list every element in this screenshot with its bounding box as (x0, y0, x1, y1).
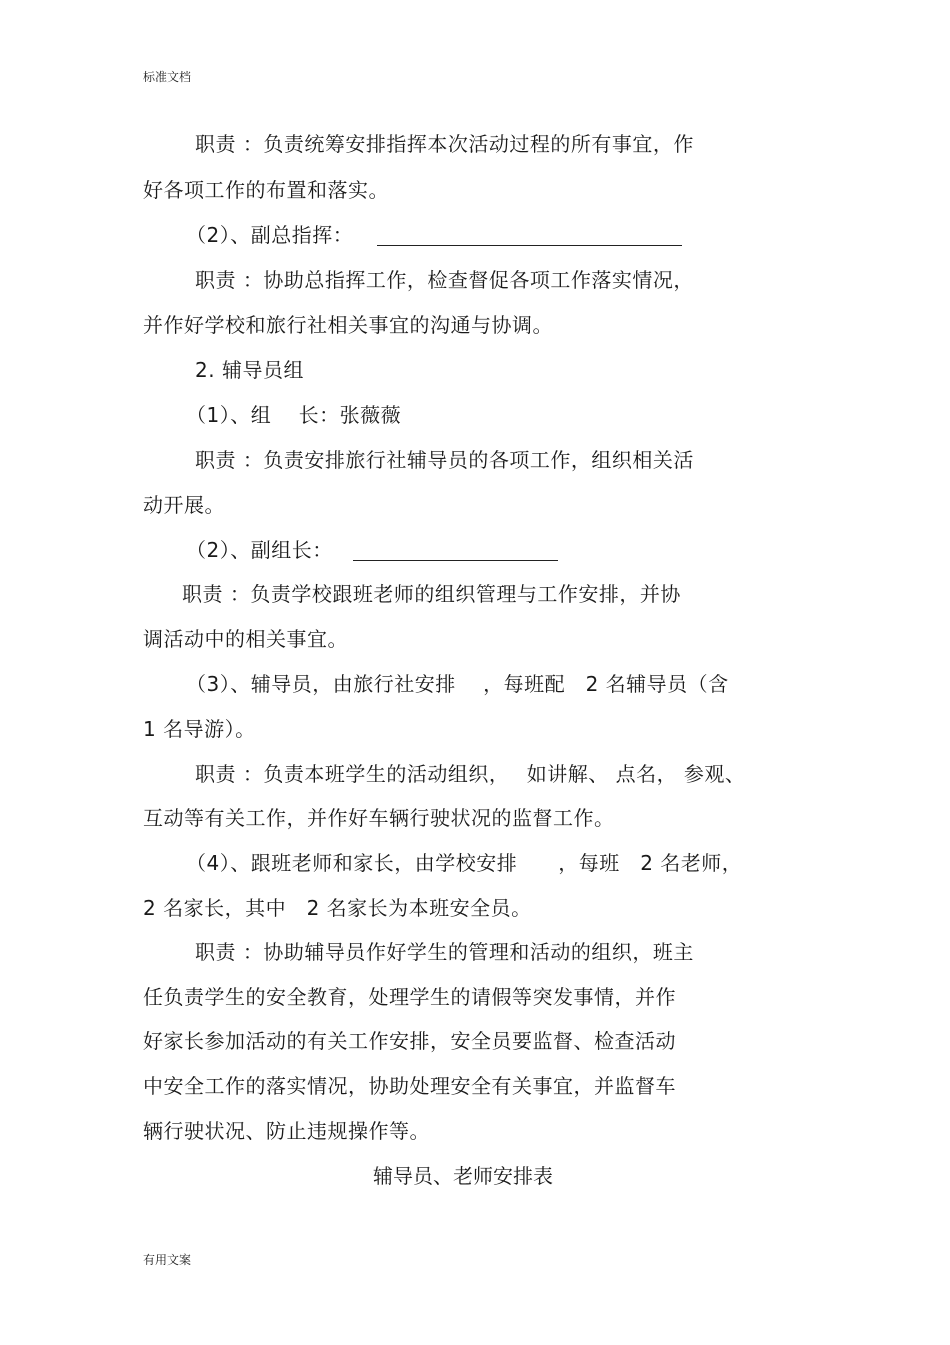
table-title: 辅导员、老师安排表 (373, 1164, 553, 1188)
text-line: 动开展。 (143, 493, 225, 517)
text-line: 1 名导游）。 (143, 717, 256, 741)
text-line: 职责 ：协助总指挥工作，检查督促各项工作落实情况， (195, 268, 694, 292)
text-line (186, 538, 558, 562)
text-line: 职责 ：负责本班学生的活动组织， 如讲解、 点名， 参观、 (195, 762, 746, 786)
text-line: 中安全工作的落实情况，协助处理安全有关事宜，并监督车 (143, 1074, 676, 1098)
blank-line (377, 225, 682, 246)
text-line: （4）、跟班老师和家长，由学校安排 ，每班 2 名老师， (186, 851, 743, 875)
text-line: 辆行驶状况、防止违规操作等。 (143, 1119, 430, 1143)
section-heading: 2. 辅导员组 (195, 358, 304, 382)
text-line: 2 名家长，其中 2 名家长为本班安全员。 (143, 896, 532, 920)
text-line: 好家长参加活动的有关工作安排，安全员要监督、检查活动 (143, 1029, 676, 1053)
blank-line (353, 540, 558, 561)
page-header: 标准文档 (143, 70, 192, 84)
text-line: 任负责学生的安全教育，处理学生的请假等突发事情，并作 (143, 985, 676, 1009)
text-line: 互动等有关工作，并作好车辆行驶状况的监督工作。 (143, 806, 615, 830)
text-line: 调活动中的相关事宜。 (143, 627, 348, 651)
deputy-leader-label: （2）、副组长： (186, 538, 333, 562)
text-line (186, 223, 682, 247)
text-line: （3）、辅导员，由旅行社安排 ，每班配 2 名辅导员（含 (186, 672, 729, 696)
text-line: 并作好学校和旅行社相关事宜的沟通与协调。 (143, 313, 553, 337)
text-line: 好各项工作的布置和落实。 (143, 178, 389, 202)
text-line: （1）、组 长：张薇薇 (186, 403, 402, 427)
text-line: 职责 ：协助辅导员作好学生的管理和活动的组织，班主 (195, 940, 694, 964)
text-line: 职责 ：负责学校跟班老师的组织管理与工作安排，并协 (182, 582, 681, 606)
page-footer: 有用文案 (143, 1253, 192, 1267)
text-line: 职责 ：负责统筹安排指挥本次活动过程的所有事宜，作 (195, 132, 694, 156)
text-line: 职责 ：负责安排旅行社辅导员的各项工作，组织相关活 (195, 448, 694, 472)
deputy-commander-label: （2）、副总指挥： (186, 223, 354, 247)
